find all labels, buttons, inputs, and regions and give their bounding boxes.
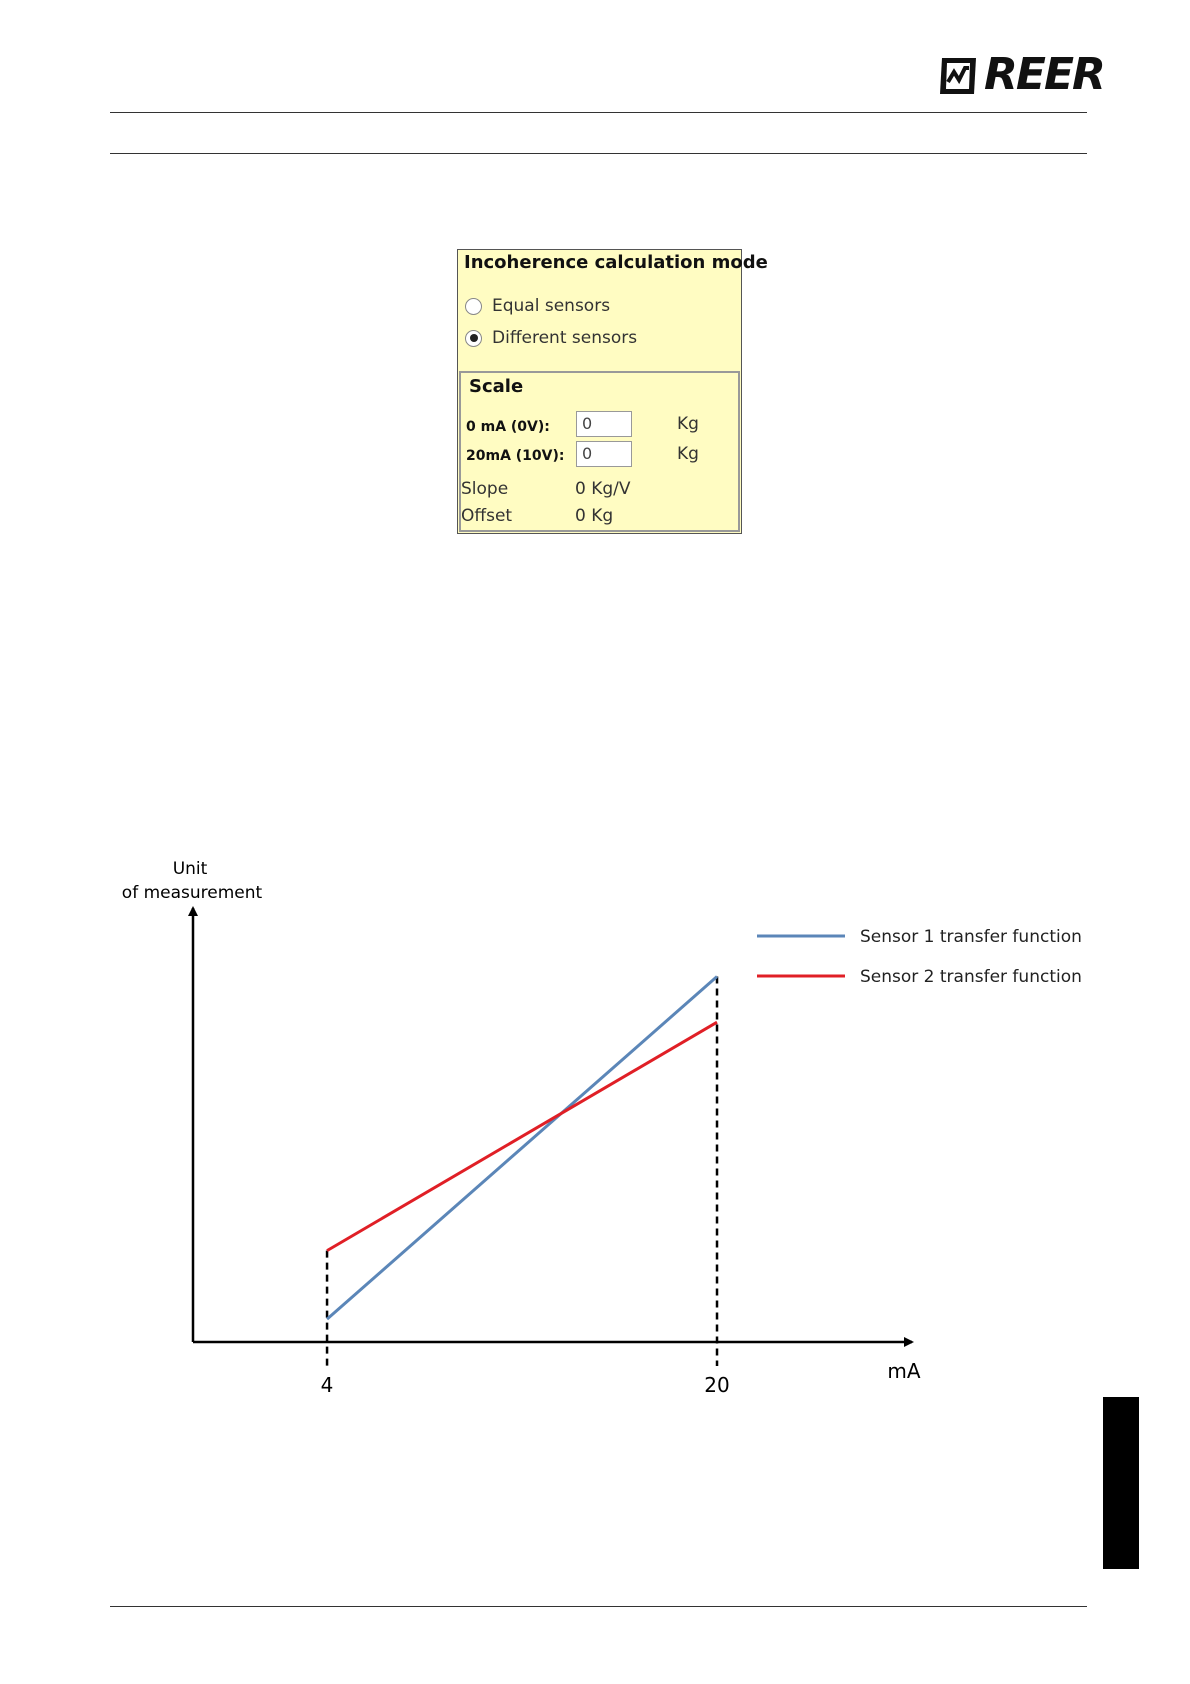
legend-label-sensor-2: Sensor 2 transfer function bbox=[860, 967, 1082, 987]
side-tab-marker bbox=[1103, 1397, 1139, 1569]
x-tick-label-20: 20 bbox=[704, 1373, 730, 1397]
slope-label: Slope bbox=[461, 479, 509, 499]
x-axis-label: mA bbox=[887, 1359, 921, 1383]
legend-label-sensor-1: Sensor 1 transfer function bbox=[860, 927, 1082, 947]
y-axis-label-line2: of measurement bbox=[121, 883, 263, 903]
offset-label: Offset bbox=[461, 506, 513, 526]
logo-text: REER bbox=[984, 49, 1104, 100]
radio-equal-label: Equal sensors bbox=[492, 296, 611, 316]
scale-title: Scale bbox=[469, 376, 524, 397]
field-label-0ma: 0 mA (0V): bbox=[466, 419, 550, 435]
offset-value: 0 Kg bbox=[575, 506, 614, 526]
series-line-sensor-1 bbox=[327, 977, 717, 1320]
panel-title: Incoherence calculation mode bbox=[464, 252, 768, 273]
slope-value: 0 Kg/V bbox=[575, 479, 631, 499]
footer-rule bbox=[110, 1606, 1087, 1607]
input-0ma[interactable]: 0 bbox=[576, 411, 632, 437]
x-tick-label-4: 4 bbox=[320, 1373, 334, 1397]
field-label-20ma: 20mA (10V): bbox=[466, 448, 565, 464]
y-axis-label-line1: Unit bbox=[172, 859, 208, 879]
radio-different-label: Different sensors bbox=[492, 328, 638, 348]
unit-20ma: Kg bbox=[677, 444, 699, 464]
input-20ma[interactable]: 0 bbox=[576, 441, 632, 467]
unit-0ma: Kg bbox=[677, 414, 699, 434]
series-line-sensor-2 bbox=[327, 1022, 717, 1250]
